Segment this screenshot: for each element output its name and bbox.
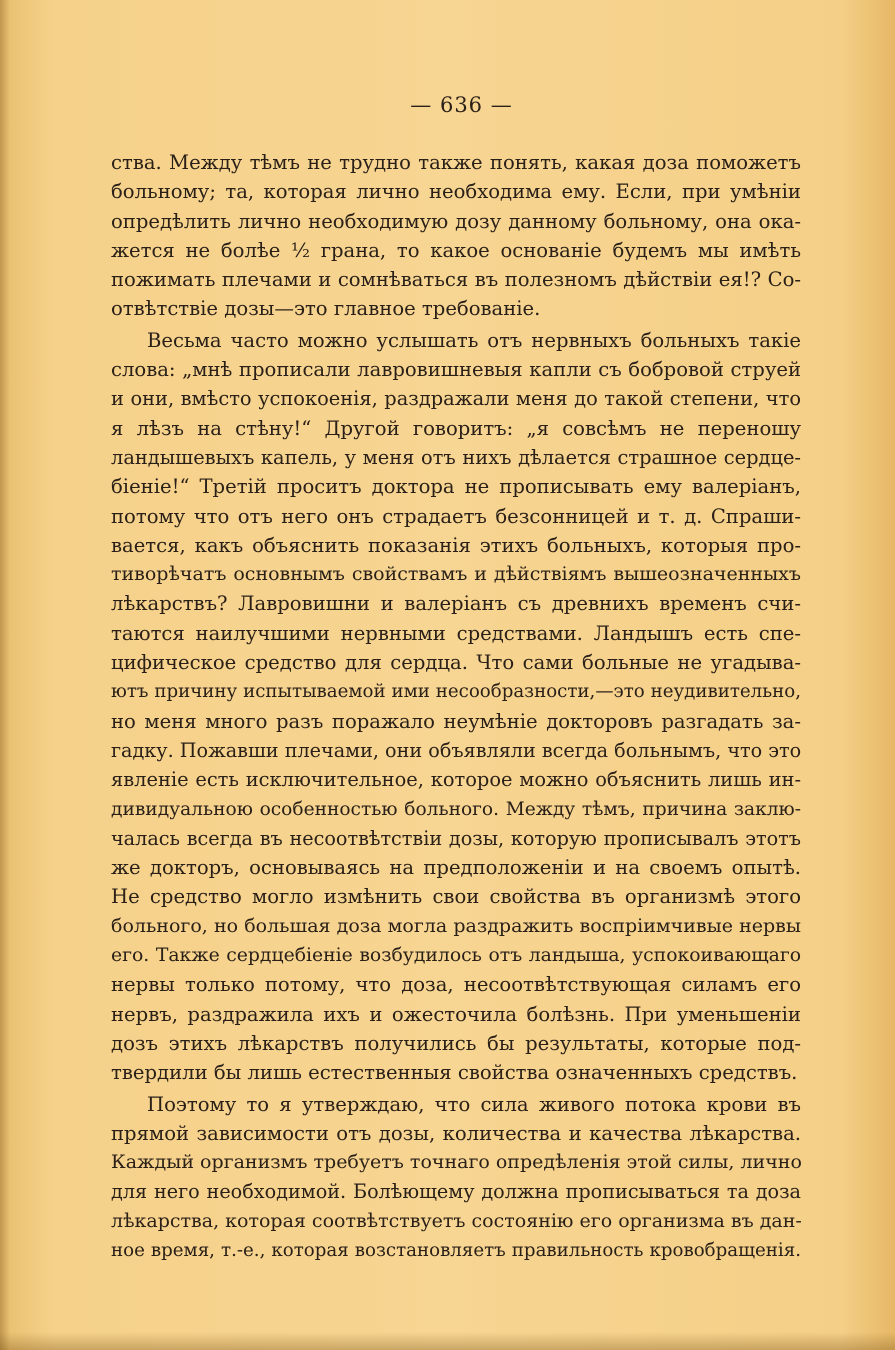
text-line: вается, какъ объяснить показанія этихъ больныхъ, которыя про- xyxy=(111,533,801,557)
text-line: для него необходимой. Болѣющему должна прописываться та доза xyxy=(111,1180,801,1204)
page-left-shadow xyxy=(0,0,10,1350)
text-line: таются наилучшими нервными средствами. Ландышъ есть спе- xyxy=(111,621,801,645)
text-line: Весьма часто можно услышать отъ нервныхъ больныхъ такіе xyxy=(147,328,801,352)
paragraph-2 xyxy=(111,326,801,1088)
text-line: дозъ этихъ лѣкарствъ получились бы результаты, которые под- xyxy=(111,1031,801,1055)
text-line: біеніе!“ Третій проситъ доктора не прописывать ему валеріанъ, xyxy=(111,475,801,499)
text-line: потому что отъ него онъ страдаетъ безсонницей и т. д. Спраши- xyxy=(111,504,801,528)
text-line: же докторъ, основываясь на предположеніи и на своемъ опытѣ. xyxy=(111,856,801,880)
text-line: цифическое средство для сердца. Что сами больные не угадыва- xyxy=(111,651,801,675)
text-line: опредѣлить лично необходимую дозу данному больному, она ока- xyxy=(111,209,801,233)
text-line: ства. Между тѣмъ не трудно также понять, какая доза поможетъ xyxy=(111,151,801,174)
text-line: нервъ, раздражила ихъ и ожесточила болѣзнь. При уменьшеніи xyxy=(111,1002,801,1026)
text-line: тиворѣчатъ основнымъ свойствамъ и дѣйствіямъ вышеозначенныхъ xyxy=(111,563,801,586)
text-line: отвѣтствіе дозы—это главное требованіе. xyxy=(111,297,541,321)
text-line: Поэтому то я утверждаю, что сила живого потока крови въ xyxy=(147,1092,801,1116)
text-line: я лѣзъ на стѣну!“ Другой говоритъ: „я совсѣмъ не переношу xyxy=(111,416,801,440)
text-line: ное время, т.-е., которая возстановляетъ правильность кровобращенія. xyxy=(111,1239,801,1261)
text-line: чалась всегда въ несоотвѣтствіи дозы, которую прописывалъ этотъ xyxy=(111,826,801,850)
text-line: лѣкарствъ? Лавровишни и валеріанъ съ древнихъ временъ счи- xyxy=(111,592,801,616)
page-number: — 636 — xyxy=(410,93,513,117)
text-line: нервы только потому, что доза, несоотвѣтствующая силамъ его xyxy=(111,973,801,997)
text-line: гадку. Пожавши плечами, они объявляли всегда больнымъ, что это xyxy=(111,738,802,762)
text-line: и они, вмѣсто успокоенія, раздражали меня до такой степени, что xyxy=(111,387,801,411)
text-line: пожимать плечами и сомнѣваться въ полезномъ дѣйствіи ея!? Со- xyxy=(111,268,801,292)
text-line: прямой зависимости отъ дозы, количества и качества лѣкарства. xyxy=(111,1121,801,1145)
paragraph-1 xyxy=(111,148,801,324)
text-line: твердили бы лишь естественныя свойства означенныхъ средствъ. xyxy=(111,1061,798,1085)
text-line: жется не болѣе ½ грана, то какое основаніе будемъ мы имѣть xyxy=(111,238,801,262)
text-line: явленіе есть исключительное, которое можно объяснить лишь ин- xyxy=(111,768,801,792)
text-line: но меня много разъ поражало неумѣніе докторовъ разгадать за- xyxy=(111,709,801,733)
text-line: ландышевыхъ капель, у меня отъ нихъ дѣлается страшное сердце- xyxy=(111,445,801,469)
text-line: ютъ причину испытываемой ими несообразности,—это неудивительно, xyxy=(111,681,801,703)
text-line: лѣкарства, которая соотвѣтствуетъ состоянію его организма въ дан- xyxy=(111,1209,802,1232)
text-line: Не средство могло измѣнить свои свойства въ организмѣ этого xyxy=(111,885,801,909)
text-line: его. Также сердцебіеніе возбудилось отъ ландыша, успокоивающаго xyxy=(111,945,801,967)
text-line: Каждый организмъ требуетъ точнаго опредѣленія этой силы, лично xyxy=(111,1151,802,1174)
text-line: слова: „мнѣ прописали лавровишневыя капли съ бобровой струей xyxy=(111,358,801,382)
body-text xyxy=(111,148,801,1265)
text-line: больного, но большая доза могла раздражить воспріимчивые нервы xyxy=(111,914,801,937)
text-line: больному; та, которая лично необходима ему. Если, при умѣніи xyxy=(111,180,801,204)
text-line: дивидуальною особенностью больного. Между тѣмъ, причина заклю- xyxy=(111,798,801,820)
paragraph-3 xyxy=(111,1090,801,1266)
